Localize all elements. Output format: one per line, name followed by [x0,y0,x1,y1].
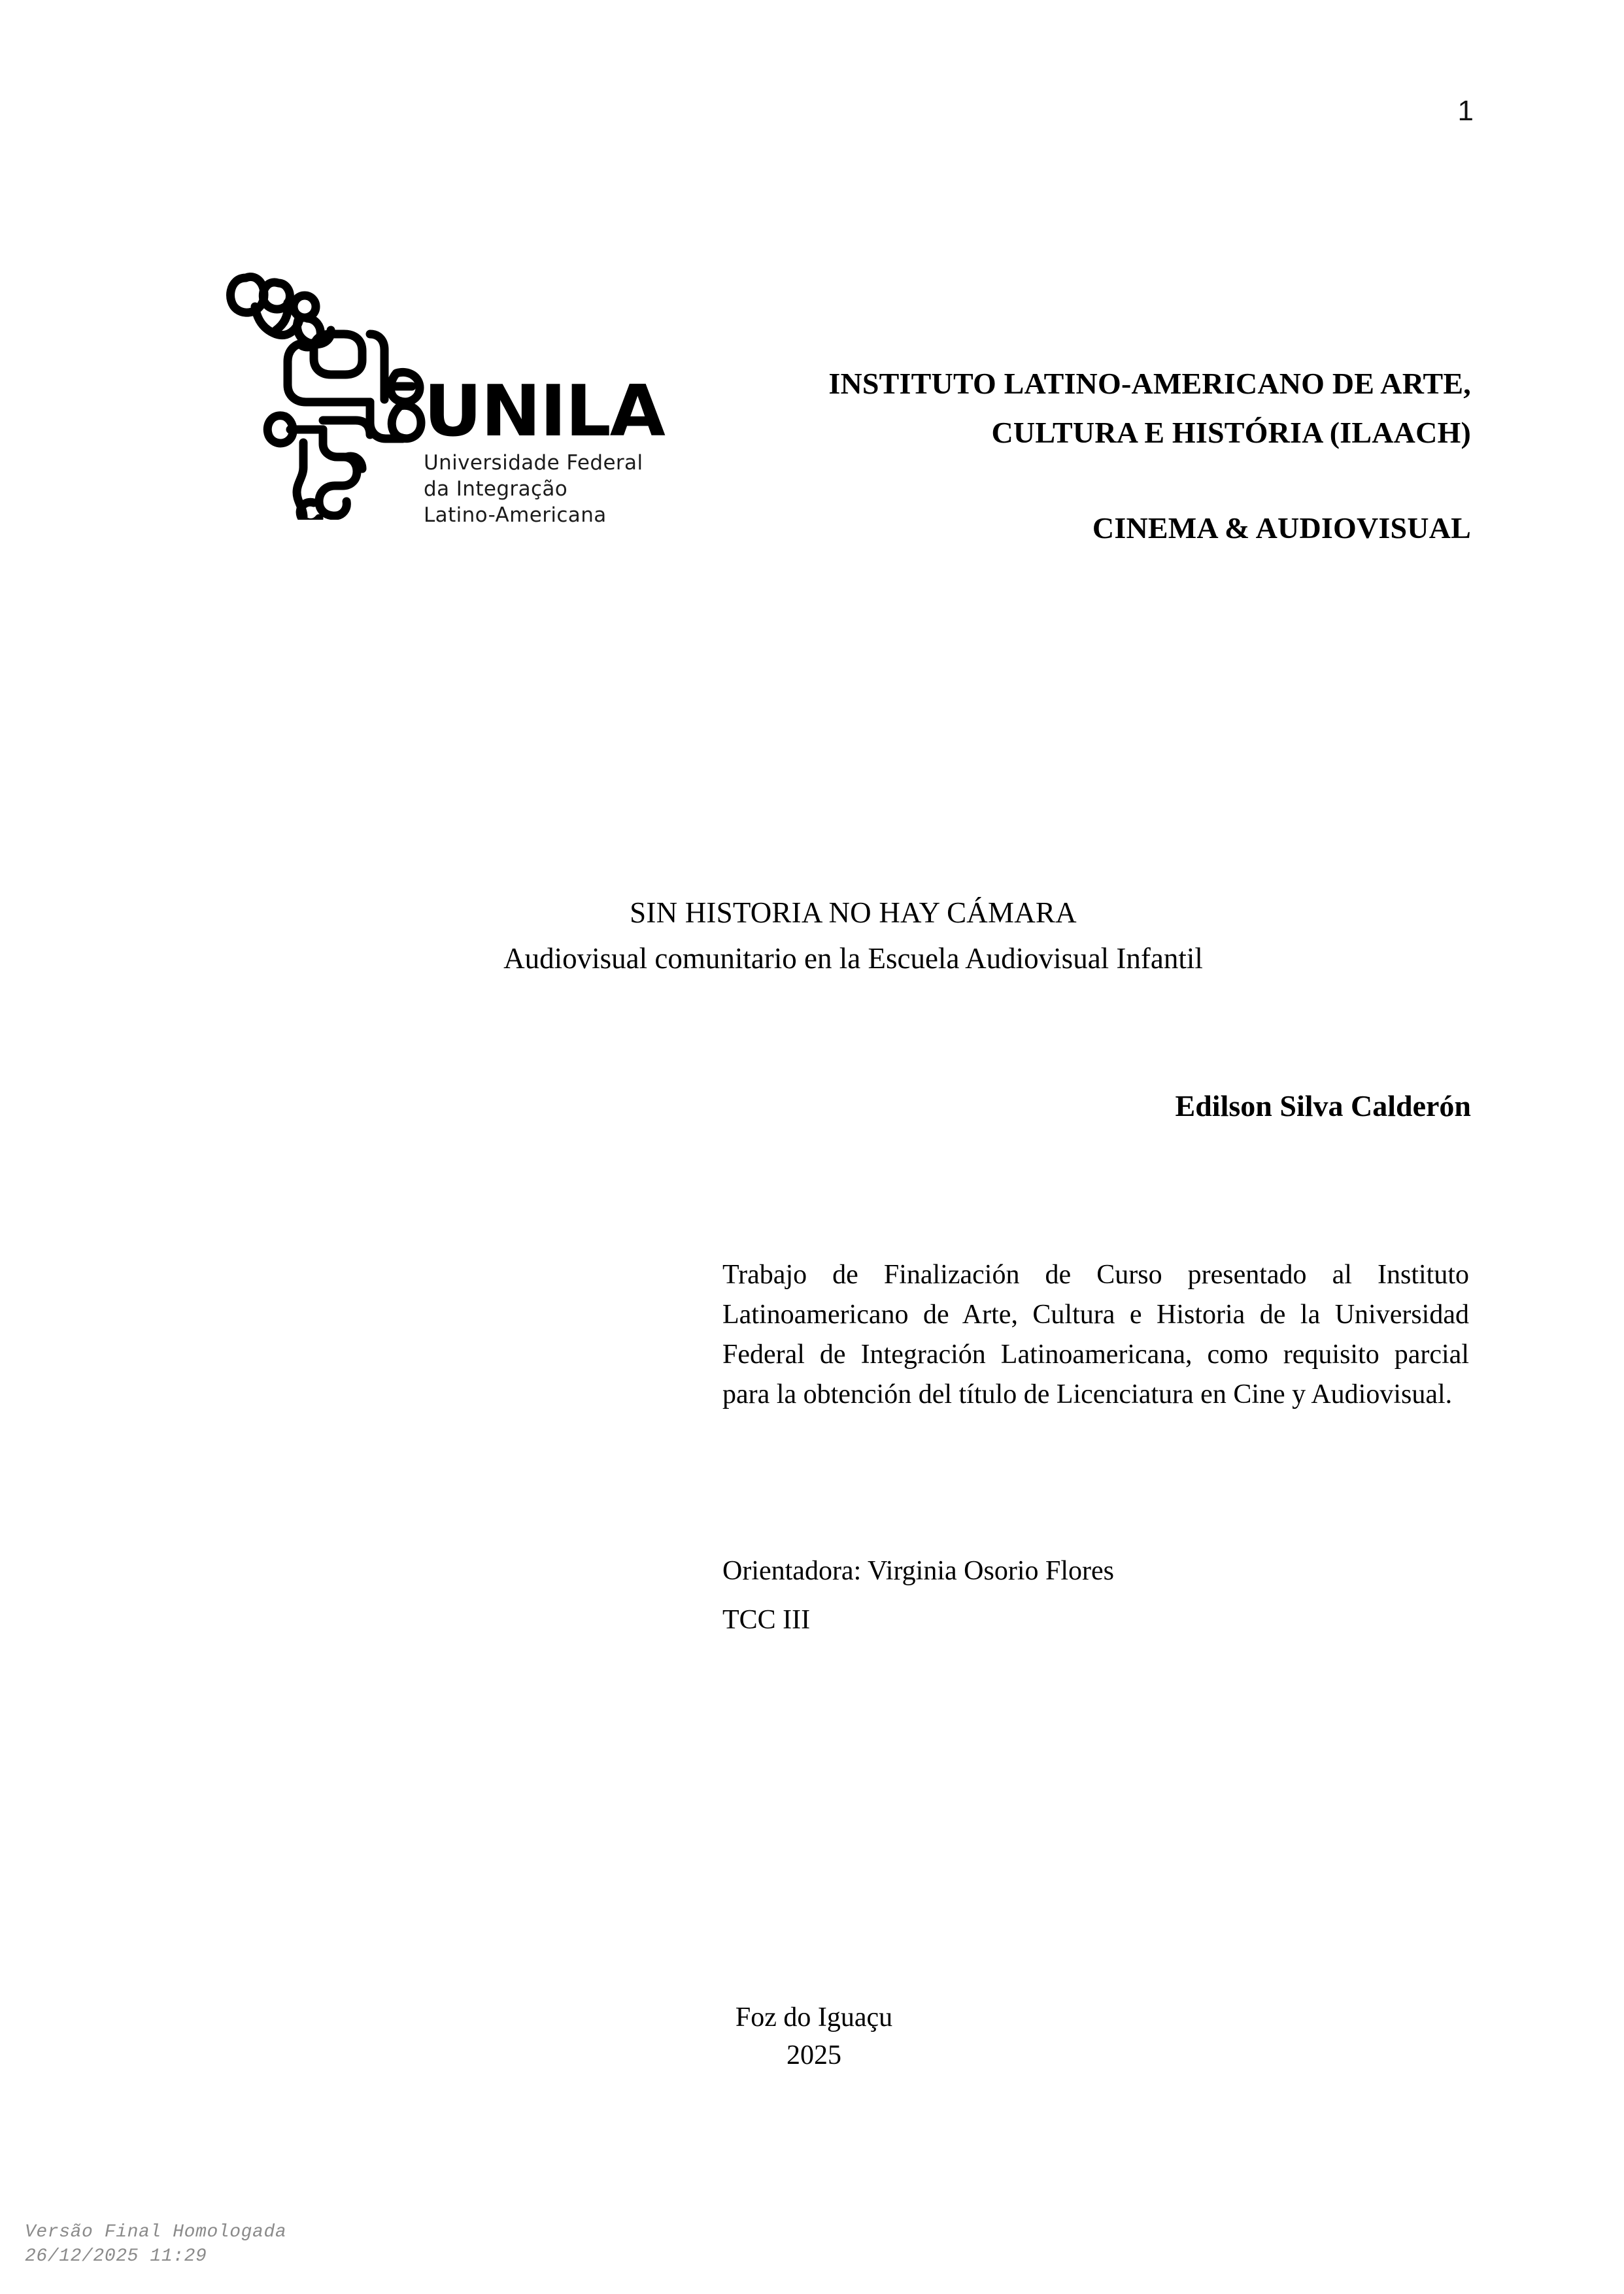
publication-city: Foz do Iguaçu [735,2002,893,2033]
advisor-name: Orientadora: Virginia Osorio Flores [722,1556,1114,1586]
unila-tagline-line-2: da Integração [424,477,568,501]
institute-line-3: CINEMA & AUDIOVISUAL [1092,511,1471,545]
page-title: SIN HISTORIA NO HAY CÁMARA [630,896,1077,929]
unila-logo [216,239,726,527]
unila-knot-icon [216,239,451,520]
unila-wordmark: UNILA [424,371,664,452]
homologation-status: Versão Final Homologada [25,2222,287,2243]
course-stage: TCC III [722,1605,811,1635]
institute-spacer [722,457,1471,504]
author-name: Edilson Silva Calderón [1175,1089,1471,1122]
submission-note: Trabajo de Finalización de Curso presentado al Instituto Latinoamericano de Arte, Cultura e Historia de la Universidad Federal de Integración Latinoamericana, como requisito parcial para la obtención del título de Licenciatura en Cine y Audiovisual. [722,1260,1469,1409]
institute-line-1: INSTITUTO LATINO-AMERICANO DE ARTE, [828,367,1471,400]
unila-wordmark-group [424,371,731,528]
institute-line-2: CULTURA E HISTÓRIA (ILAACH) [991,415,1471,449]
publication-block [157,1999,1471,2075]
unila-tagline-line-3: Latino-Americana [424,503,607,527]
homologation-stamp [25,2221,286,2269]
institute-header [722,360,1471,553]
publication-year: 2025 [787,2040,841,2070]
page-subtitle: Audiovisual comunitario en la Escuela Audiovisual Infantil [503,942,1203,975]
advisor-block [722,1551,1471,1649]
unila-tagline-line-1: Universidade Federal [424,451,643,475]
title-block [157,894,1549,977]
unila-tagline [424,450,731,528]
page-number: 1 [1457,95,1474,127]
homologation-timestamp: 26/12/2025 11:29 [25,2246,207,2267]
